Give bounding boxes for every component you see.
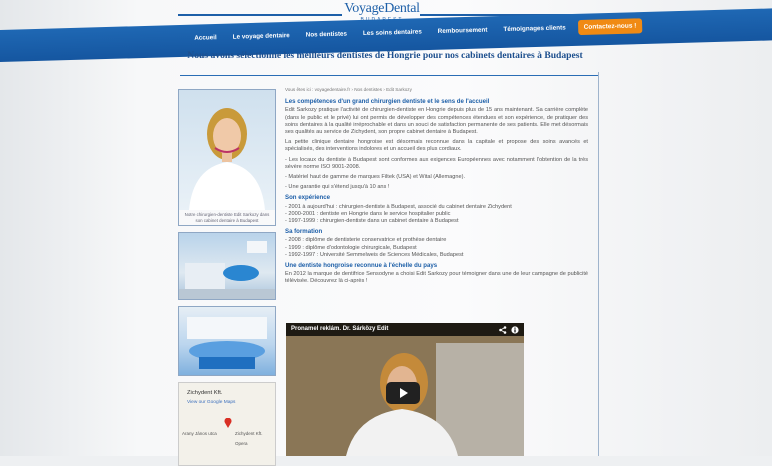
page-headline: Nous avons sélectionné les meilleurs dentistes de Hongrie pour nos cabinets dentaires à Budapest [187, 50, 583, 61]
main-content [285, 86, 588, 289]
map-pin-icon[interactable] [224, 418, 232, 428]
nav-item-nos-dentistes[interactable]: Nos dentistes [305, 30, 348, 39]
experience-line: - 1997-1999 : chirurgien-dentiste dans un cabinet dentaire à Budapest [285, 218, 459, 225]
map-street-label: Arany János utca [182, 431, 217, 436]
clinic-photo-2[interactable] [178, 306, 276, 376]
section-title-formation: Sa formation [285, 228, 323, 236]
nav-item-accueil[interactable]: Accueil [194, 33, 217, 42]
map-place-label: Opera [235, 441, 248, 446]
paragraph-clinic: La petite clinique dentaire hongroise est désormais reconnue dans la capitale et propose des soins avancés et spécialisés, des interventions indolores et un accueil des plus cordiaux. [285, 139, 588, 153]
map-link[interactable]: View our Google Maps [187, 400, 236, 405]
bullet-iso: - Les locaux du dentiste à Budapest sont conformes aux exigences Européennes avec notamment l'obtention de la très sévère norme ISO 9001-2008. [285, 156, 588, 170]
experience-line: - 2001 à aujourd'hui : chirurgien-dentiste à Budapest, associé du cabinet dentaire Zichydent [285, 203, 512, 210]
play-button[interactable] [386, 382, 420, 404]
bullet-material: - Matériel haut de gamme de marques Filtek (USA) et Wital (Allemagne). [285, 174, 465, 181]
map-title: Zichydent Kft. [187, 390, 223, 396]
map-pin-label: Zichydent Kft. [235, 431, 263, 436]
clinic-photo-1[interactable] [178, 232, 276, 300]
nav-item-soins-dentaires[interactable]: Les soins dentaires [362, 27, 422, 37]
header-rule-left [178, 14, 342, 16]
section-title-recognition: Une dentiste hongroise reconnue à l'échelle du pays [285, 262, 438, 270]
video-player[interactable] [286, 323, 524, 456]
nav-item-remboursement[interactable]: Remboursement [437, 26, 488, 35]
formation-line: - 2008 : diplôme de dentisterie conservatrice et prothèse dentaire [285, 237, 447, 244]
dentist-portrait-image [179, 90, 275, 210]
google-map[interactable] [178, 382, 276, 466]
paragraph-career: Edit Sarkozy pratique l'activité de chirurgien-dentiste en Hongrie depuis plus de 15 ans maintenant. Sa carrière complète (dans le public et le privé) lui ont permis de développer des compétences étendues et son expérience, de pratiquer des soins dentaires à la qualité irréprochable et dans un souci de satisfaction permanente de ses patients. Elle met désormais ses qualités au service de Zichydent, son propre cabinet dentaire à Budapest. [285, 107, 588, 136]
headline-underline [180, 75, 598, 76]
contact-button[interactable]: Contactez-nous ! [577, 18, 642, 35]
share-icon[interactable] [499, 326, 507, 334]
breadcrumb[interactable]: Vous êtes ici : voyagedentaire.fr › Nos dentistes › Edit Sarkozy [285, 87, 412, 92]
info-icon[interactable] [511, 326, 519, 334]
nav-item-temoignages[interactable]: Témoignages clients [503, 23, 566, 33]
logo-main-text: VoyageDental [344, 1, 420, 16]
clinic-illustration-2 [179, 307, 275, 375]
clinic-illustration-1 [179, 233, 275, 299]
photo-caption: Notre chirurgien-dentiste Edit Sarkozy dans son cabinet dentaire à Budapest [184, 212, 270, 223]
left-column [178, 89, 276, 466]
column-divider [598, 72, 599, 456]
formation-line: - 1992-1997 : Université Semmelweis de Sciences Médicales, Budapest [285, 251, 464, 258]
video-title[interactable]: Pronamel reklám. Dr. Sárközy Edit [291, 326, 389, 332]
bullet-guarantee: - Une garantie qui s'étend jusqu'à 10 ans ! [285, 184, 390, 191]
paragraph-sensodyne: En 2012 la marque de dentifrice Sensodyne a choisi Edit Sarkozy pour témoigner dans une de leur campagne de publicité télévisée. Découvrez là ci-après ! [285, 271, 588, 285]
nav-item-voyage-dentaire[interactable]: Le voyage dentaire [232, 31, 290, 41]
portrait-illustration [179, 90, 275, 210]
dentist-photo [178, 89, 276, 226]
experience-line: - 2000-2001 : dentiste en Hongrie dans le service hospitalier public [285, 210, 451, 217]
formation-line: - 1999 : diplôme d'odontologie chirurgicale, Budapest [285, 244, 417, 251]
section-title-competences: Les compétences d'un grand chirurgien dentiste et le sens de l'accueil [285, 98, 490, 106]
section-title-experience: Son expérience [285, 194, 331, 202]
